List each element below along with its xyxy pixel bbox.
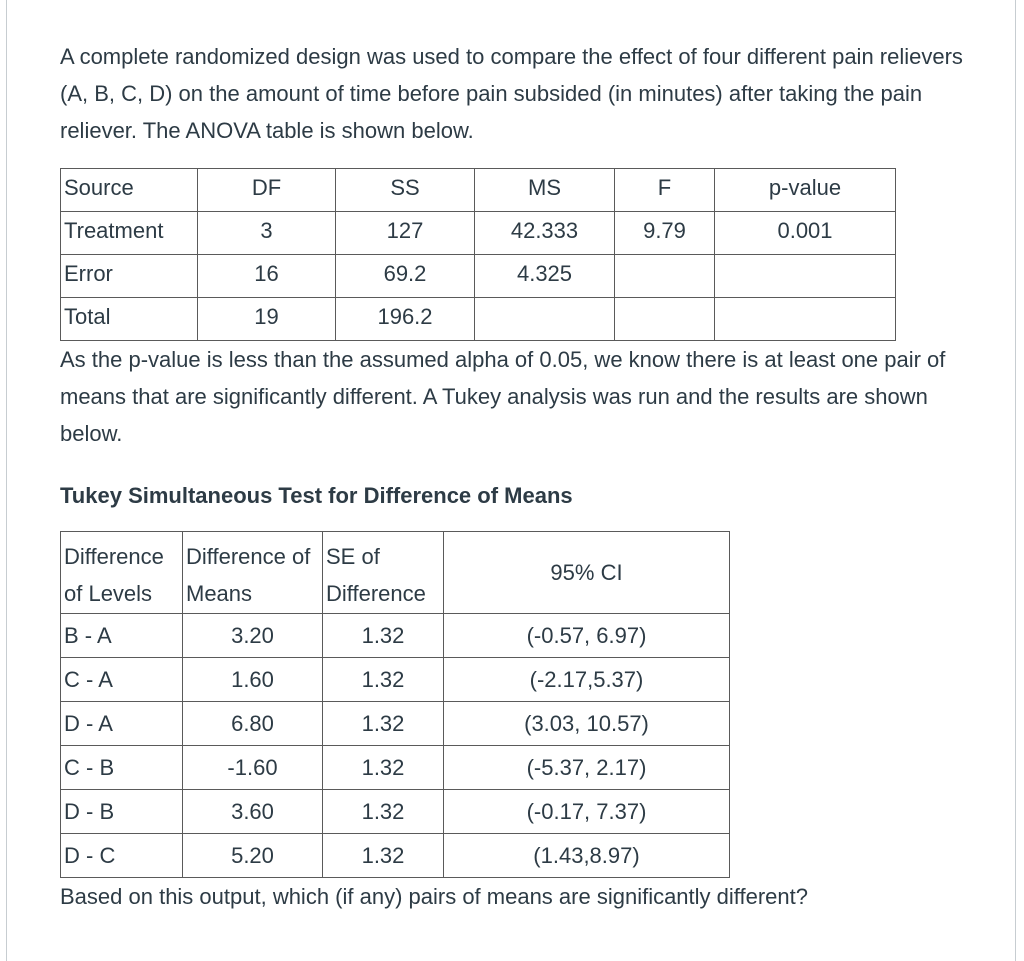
tukey-cell: 1.32 bbox=[323, 746, 444, 790]
tukey-header-means: Difference of Means bbox=[183, 532, 323, 614]
tukey-cell: B - A bbox=[61, 614, 183, 658]
tukey-cell: C - B bbox=[61, 746, 183, 790]
anova-cell: Total bbox=[61, 298, 198, 341]
anova-header-pvalue: p-value bbox=[715, 169, 896, 212]
tukey-cell: 1.32 bbox=[323, 702, 444, 746]
anova-cell: 196.2 bbox=[336, 298, 475, 341]
tukey-cell: 5.20 bbox=[183, 834, 323, 878]
pvalue-paragraph: As the p-value is less than the assumed alpha of 0.05, we know there is at least one pair of means that are significantly different. A Tukey analysis was run and the results are shown below. bbox=[60, 347, 946, 446]
table-row bbox=[61, 614, 730, 658]
anova-cell: 4.325 bbox=[475, 255, 615, 298]
anova-cell bbox=[715, 255, 896, 298]
tukey-cell: 1.32 bbox=[323, 790, 444, 834]
anova-cell: Treatment bbox=[61, 212, 198, 255]
intro-paragraph: A complete randomized design was used to compare the effect of four different pain relievers (A, B, C, D) on the amount of time before pain subsided (in minutes) after taking the pain reliever. The ANOVA table is shown below. bbox=[60, 44, 963, 143]
anova-header-source: Source bbox=[61, 169, 198, 212]
tukey-table bbox=[60, 531, 730, 878]
anova-header-row bbox=[61, 169, 896, 212]
tukey-cell: C - A bbox=[61, 658, 183, 702]
tukey-cell: 6.80 bbox=[183, 702, 323, 746]
anova-cell: 42.333 bbox=[475, 212, 615, 255]
anova-cell bbox=[715, 298, 896, 341]
tukey-cell: 1.32 bbox=[323, 658, 444, 702]
anova-cell: 0.001 bbox=[715, 212, 896, 255]
tukey-cell: 1.32 bbox=[323, 834, 444, 878]
anova-cell: 69.2 bbox=[336, 255, 475, 298]
tukey-cell: D - A bbox=[61, 702, 183, 746]
table-row bbox=[61, 746, 730, 790]
anova-header-df: DF bbox=[198, 169, 336, 212]
tukey-cell: (-0.57, 6.97) bbox=[444, 614, 730, 658]
tukey-cell: 3.60 bbox=[183, 790, 323, 834]
tukey-header-se: SE of Difference bbox=[323, 532, 444, 614]
tukey-cell: -1.60 bbox=[183, 746, 323, 790]
tukey-heading: Tukey Simultaneous Test for Difference of Means bbox=[60, 483, 573, 508]
question-content bbox=[60, 38, 995, 915]
table-row bbox=[61, 790, 730, 834]
anova-cell bbox=[615, 298, 715, 341]
tukey-cell: (-0.17, 7.37) bbox=[444, 790, 730, 834]
tukey-header-row bbox=[61, 532, 730, 614]
tukey-cell: 1.32 bbox=[323, 614, 444, 658]
tukey-cell: (-5.37, 2.17) bbox=[444, 746, 730, 790]
anova-cell: 19 bbox=[198, 298, 336, 341]
tukey-header-ci: 95% CI bbox=[444, 532, 730, 614]
anova-cell bbox=[615, 255, 715, 298]
table-row bbox=[61, 255, 896, 298]
anova-header-ms: MS bbox=[475, 169, 615, 212]
tukey-cell: D - C bbox=[61, 834, 183, 878]
table-row bbox=[61, 298, 896, 341]
anova-table bbox=[60, 168, 896, 341]
tukey-cell: (1.43,8.97) bbox=[444, 834, 730, 878]
table-row bbox=[61, 658, 730, 702]
table-row bbox=[61, 212, 896, 255]
question-text: Based on this output, which (if any) pairs of means are significantly different? bbox=[60, 884, 808, 909]
anova-cell: 16 bbox=[198, 255, 336, 298]
tukey-cell: (-2.17,5.37) bbox=[444, 658, 730, 702]
anova-header-ss: SS bbox=[336, 169, 475, 212]
anova-cell: 9.79 bbox=[615, 212, 715, 255]
table-row bbox=[61, 702, 730, 746]
tukey-cell: (3.03, 10.57) bbox=[444, 702, 730, 746]
tukey-cell: D - B bbox=[61, 790, 183, 834]
anova-cell: 127 bbox=[336, 212, 475, 255]
anova-header-f: F bbox=[615, 169, 715, 212]
anova-cell: Error bbox=[61, 255, 198, 298]
anova-cell bbox=[475, 298, 615, 341]
tukey-header-levels: Difference of Levels bbox=[61, 532, 183, 614]
table-row bbox=[61, 834, 730, 878]
tukey-cell: 1.60 bbox=[183, 658, 323, 702]
anova-cell: 3 bbox=[198, 212, 336, 255]
tukey-cell: 3.20 bbox=[183, 614, 323, 658]
